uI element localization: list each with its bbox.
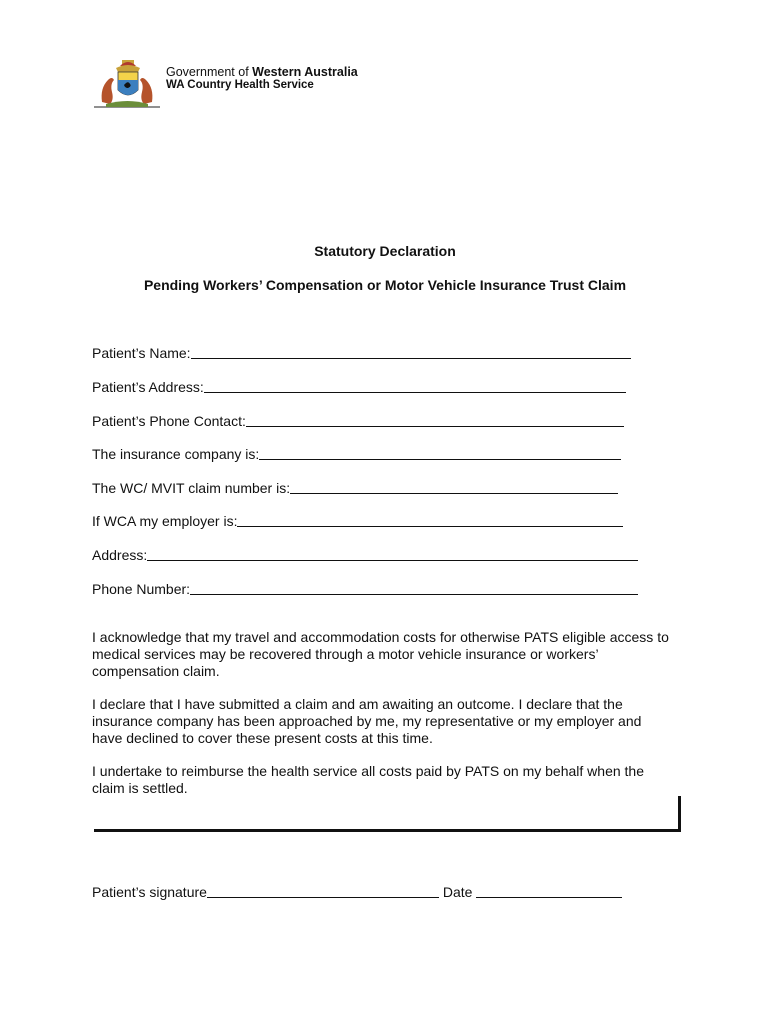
- date-input-line[interactable]: [476, 883, 622, 898]
- government-prefix: Government of: [166, 65, 253, 79]
- patient-name-label: Patient’s Name:: [92, 345, 191, 361]
- employer-phone-field[interactable]: [92, 579, 638, 597]
- claim-number-input-line[interactable]: [290, 479, 618, 494]
- document-title: Statutory Declaration: [314, 243, 456, 259]
- box-border-right: [678, 796, 681, 832]
- acknowledgement-paragraph: I acknowledge that my travel and accommodation costs for otherwise PATS eligible access to medical services may be recovered through a motor vehicle insurance or workers’ compensation claim.: [92, 629, 669, 679]
- patient-address-input-line[interactable]: [204, 378, 626, 393]
- declaration-paragraph: I declare that I have submitted a claim and am awaiting an outcome. I declare that the insurance company has been approached by me, my representative or my employer and have declined to cover these present costs at this time.: [92, 696, 642, 746]
- employer-phone-input-line[interactable]: [190, 580, 638, 595]
- employer-address-label: Address:: [92, 547, 148, 563]
- employer-label: If WCA my employer is:: [92, 513, 238, 529]
- patient-address-field[interactable]: [92, 377, 626, 395]
- employer-input-line[interactable]: [237, 512, 623, 527]
- government-line: [166, 66, 358, 79]
- wa-coat-of-arms-logo: [92, 58, 162, 110]
- employer-address-input-line[interactable]: [147, 546, 638, 561]
- employer-address-field[interactable]: [92, 545, 638, 563]
- patient-name-field[interactable]: [92, 343, 631, 361]
- patient-phone-field[interactable]: [92, 411, 624, 429]
- patient-name-input-line[interactable]: [191, 344, 631, 359]
- employer-field[interactable]: [92, 511, 623, 529]
- insurance-company-input-line[interactable]: [259, 445, 621, 460]
- insurance-company-field[interactable]: [92, 444, 621, 462]
- employer-phone-label: Phone Number:: [92, 581, 191, 597]
- health-service-name: WA Country Health Service: [166, 79, 314, 91]
- claim-number-field[interactable]: [92, 478, 618, 496]
- patient-address-label: Patient’s Address:: [92, 379, 204, 395]
- date-label: Date: [438, 884, 477, 900]
- patient-phone-label: Patient’s Phone Contact:: [92, 413, 246, 429]
- claim-number-label: The WC/ MVIT claim number is:: [92, 480, 291, 496]
- signature-label: Patient’s signature: [92, 884, 207, 900]
- box-border-bottom: [94, 829, 681, 832]
- signature-input-line[interactable]: [207, 883, 439, 898]
- signature-row: [92, 883, 622, 900]
- government-state: Western Australia: [252, 65, 358, 79]
- patient-phone-input-line[interactable]: [246, 412, 624, 427]
- insurance-company-label: The insurance company is:: [92, 446, 260, 462]
- organisation-name: [166, 66, 358, 92]
- document-subtitle: Pending Workers’ Compensation or Motor Vehicle Insurance Trust Claim: [143, 277, 627, 293]
- undertaking-paragraph: I undertake to reimburse the health service all costs paid by PATS on my behalf when the claim is settled.: [92, 763, 644, 796]
